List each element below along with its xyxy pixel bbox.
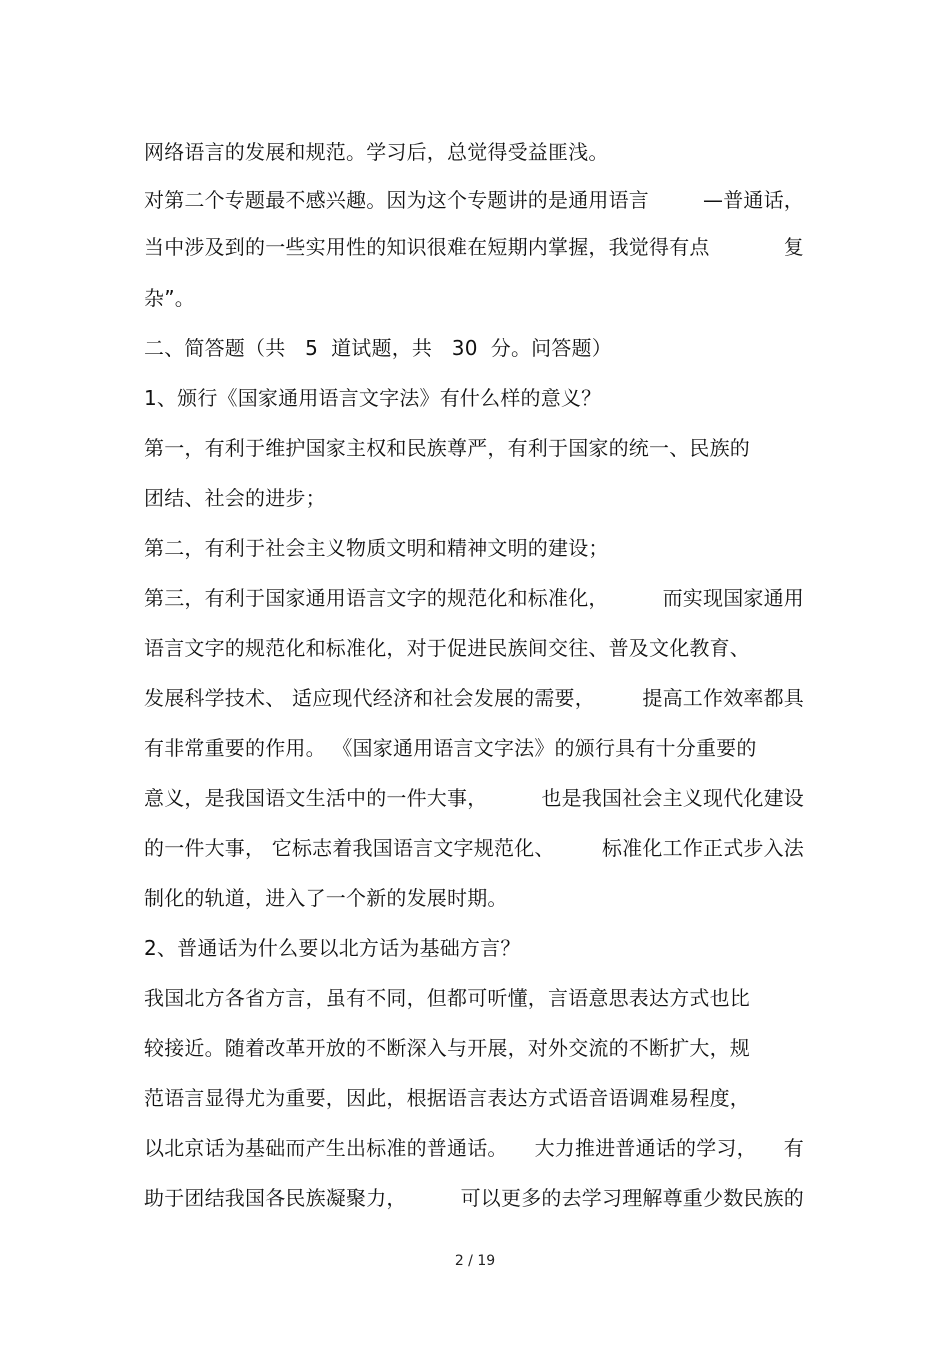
text-segment: 第三，有利于国家通用语言文字的规范化和标准化， xyxy=(144,586,609,610)
text-line: 2、普通话为什么要以北方话为基础方言？ xyxy=(144,936,521,960)
text-line xyxy=(144,1134,804,1162)
text-line xyxy=(144,834,804,862)
text-line: 较接近。随着改革开放的不断深入与开展，对外交流的不断扩大，规 xyxy=(144,1036,750,1060)
text-line: 第二，有利于社会主义物质文明和精神文明的建设； xyxy=(144,536,609,560)
text-line: 我国北方各省方言，虽有不同，但都可听懂，言语意思表达方式也比 xyxy=(144,986,750,1010)
text-segment: 也是我国社会主义现代化建设 xyxy=(541,786,804,810)
text-segment: 对第二个专题最不感兴趣。因为这个专题讲的是通用语言 xyxy=(144,188,649,212)
text-line: 语言文字的规范化和标准化，对于促进民族间交往、普及文化教育、 xyxy=(144,636,750,660)
text-segment: 发展科学技术、 适应现代经济和社会发展的需要， xyxy=(144,686,595,710)
text-line xyxy=(144,584,804,612)
text-line: 范语言显得尤为重要，因此，根据语言表达方式语音语调难易程度， xyxy=(144,1086,750,1110)
text-segment: 复 xyxy=(783,235,804,259)
text-segment: 提高工作效率都具 xyxy=(642,686,804,710)
page-number: 2 / 19 xyxy=(454,1253,496,1269)
text-segment: 助于团结我国各民族凝聚力， xyxy=(144,1186,407,1210)
text-segment: 标准化工作正式步入法 xyxy=(602,836,804,860)
text-line: 团结、社会的进步； xyxy=(144,486,326,510)
text-line: 杂”。 xyxy=(144,286,195,310)
text-segment: 可以更多的去学习理解尊重少数民族的 xyxy=(460,1186,804,1210)
text-segment: —普通话， xyxy=(703,188,804,212)
text-line: 二、简答题（共 5 道试题，共 30 分。问答题） xyxy=(144,336,612,360)
text-line xyxy=(144,684,804,712)
text-line: 第一，有利于维护国家主权和民族尊严，有利于国家的统一、民族的 xyxy=(144,436,750,460)
text-line: 网络语言的发展和规范。学习后，总觉得受益匪浅。 xyxy=(144,140,609,164)
text-line xyxy=(144,233,804,261)
text-segment: 而实现国家通用 xyxy=(662,586,804,610)
text-segment: 当中涉及到的一些实用性的知识很难在短期内掌握，我觉得有点 xyxy=(144,235,710,259)
text-line: 1、颁行《国家通用语言文字法》有什么样的意义？ xyxy=(144,386,602,410)
text-line xyxy=(144,186,804,214)
text-line: 有非常重要的作用。 《国家通用语言文字法》的颁行具有十分重要的 xyxy=(144,736,757,760)
text-segment: 意义，是我国语文生活中的一件大事， xyxy=(144,786,488,810)
text-segment: 的一件大事， 它标志着我国语言文字规范化、 xyxy=(144,836,555,860)
text-line: 制化的轨道，进入了一个新的发展时期。 xyxy=(144,886,508,910)
text-segment: 有 xyxy=(783,1136,804,1160)
text-line xyxy=(144,784,804,812)
text-segment: 以北京话为基础而产生出标准的普通话。 xyxy=(144,1136,508,1160)
text-line xyxy=(144,1184,804,1212)
text-segment: 大力推进普通话的学习， xyxy=(534,1136,757,1160)
